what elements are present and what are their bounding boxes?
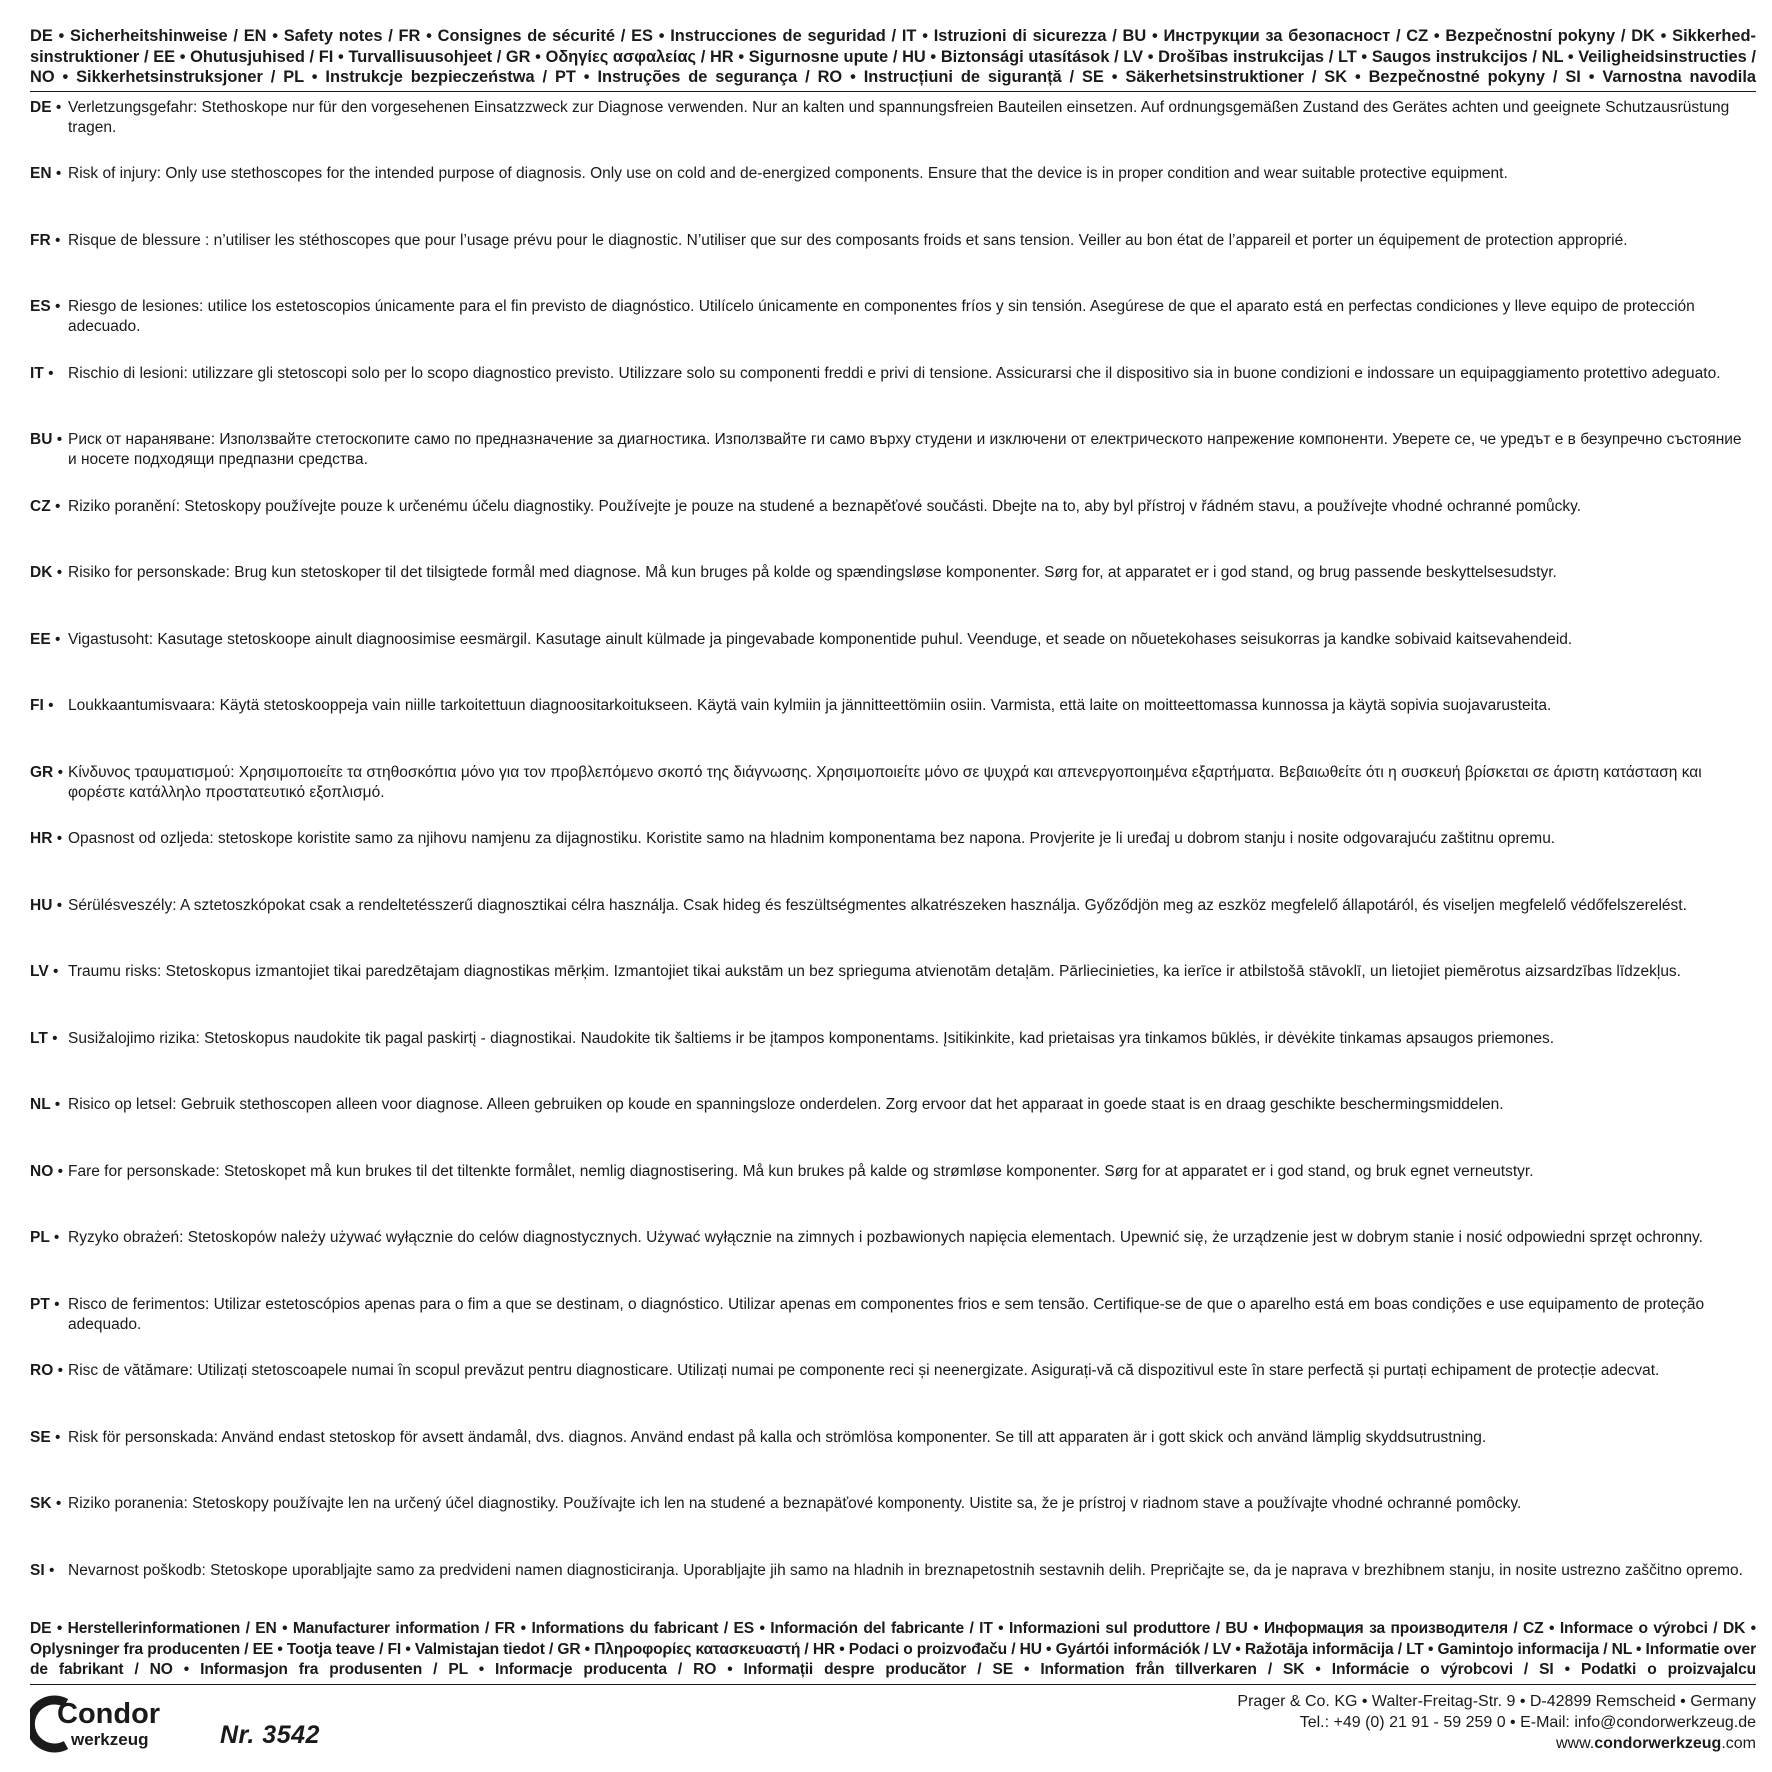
language-code: PL — [30, 1229, 50, 1246]
address-line: Prager & Co. KG • Walter-Freitag-Str. 9 • D-42899 Remscheid • Germany — [1237, 1692, 1756, 1710]
note-fi: FI • Loukkaantumisvaara: Käytä stetoskooppeja vain niille tarkoitettuun diagnoositarkoitukseen. Käytä vain kylmiin ja jännitteettömiin osiin. Varmista, että laite on moitteettomassa kunnossa ja käytä sopivia suojavarusteita. — [30, 696, 1756, 763]
note-text: Riesgo de lesiones: utilice los estetoscopios únicamente para el fin previsto de diagnóstico. Utilícelo únicamente en componentes fríos y sin tensión. Asegúrese de que el aparato está en perfectas condiciones y lleve equipo de protección adecuado. — [68, 298, 1695, 335]
note-text: Risque de blessure : n’utiliser les stéthoscopes que pour l’usage prévu pour le diagnostic. N’utiliser que sur des composants froids et sans tension. Veiller au bon état de l’appareil et porter un équipement de protection approprié. — [68, 231, 1628, 249]
language-code: DE — [30, 98, 52, 116]
language-code: HU — [30, 896, 53, 914]
footer — [30, 1691, 1756, 1771]
svg-text:werkzeug: werkzeug — [71, 1729, 149, 1749]
note-en: EN • Risk of injury: Only use stethoscopes for the intended purpose of diagnosis. Only use on cold and de-energized components. Ensure that the device is in proper condition and wear suitable protective equipment. — [30, 164, 1756, 231]
note-lv: LV • Traumu risks: Stetoskopus izmantojiet tikai paredzētajam diagnostikas mērķim. Izmantojiet tikai aukstām un bez sprieguma atvienotām detaļām. Pārliecinieties, ka ierīce ir atbilstošā stāvoklī, un lietojiet piemērotus aizsardzības līdzekļus. — [30, 962, 1756, 1029]
safety-notes-title: DE • Sicherheitshinweise / EN • Safety notes / FR • Consignes de sécurité / ES • Instrucciones de seguridad / IT • Istruzioni di sicurezza / BU • Инструкции за безопасност / CZ • Bezpečnostní pokyny / DK • Sikkerhedsinstruktioner / EE • Ohutusjuhised / FI • Turvallisuusohjeet / GR • Οδηγίες ασφαλείας / HR • Sigurnosne upute / HU • Biztonsági utasítások / LV • Drošības instrukcijas / LT • Saugos instrukcijos / NL • Veiligheidsinstructies / NO • Sikkerhetsinstruksjoner / PL • Instrukcje bezpieczeństwa / PT • Instruções de segurança / RO • Instrucțiuni de siguranță / SE • Säkerhetsinstruktioner / SK • Bezpečnostné pokyny / SI • Varnostna navodila — [30, 27, 1756, 86]
note-si: SI • Nevarnost poškodb: Stetoskope uporabljajte samo za predvideni namen diagnosticiranja. Uporabljajte jih samo na hladnih in breznapetostnih sestavnih delih. Prepričajte se, da je naprava v brezhibnem stanju, in nosite ustrezno zaščitno opremo. — [30, 1561, 1756, 1628]
note-fr: FR • Risque de blessure : n’utiliser les stéthoscopes que pour l’usage prévu pour le diagnostic. N’utiliser que sur des composants froids et sans tension. Veiller au bon état de l’appareil et porter un équipement de protection approprié. — [30, 231, 1756, 298]
note-se: SE • Risk för personskada: Använd endast stetoskop för avsett ändamål, dvs. diagnos. Använd endast på kalla och strömlösa komponenter. Se till att apparaten är i gott skick och använd lämplig skyddsutrustning. — [30, 1428, 1756, 1495]
note-nl: NL • Risico op letsel: Gebruik stethoscopen alleen voor diagnose. Alleen gebruiken op koude en spanningsloze onderdelen. Zorg ervoor dat het apparaat in goede staat is en draag geschikte beschermingsmiddelen. — [30, 1095, 1756, 1162]
language-code: HR — [30, 830, 53, 847]
note-text: Verletzungsgefahr: Stethoskope nur für den vorgesehenen Einsatzzweck zur Diagnose verwenden. Nur an kalten und spannungsfreien Bauteilen einsetzen. Auf ordnungsgemäßen Zustand des Gerätes achten und geeignete Schutzausrüstung tragen. — [68, 98, 1730, 136]
svg-text:Condor: Condor — [57, 1697, 161, 1730]
note-text: Susižalojimo rizika: Stetoskopus naudokite tik pagal paskirtį - diagnostikai. Naudokite tik šaltiems ir be įtampos komponentams. Įsitikinkite, kad prietaisas yra tinkamos būklės, ir dėvėkite tinkamas apsaugos priemones. — [68, 1029, 1555, 1047]
model-number: Nr. 3542 — [220, 1720, 320, 1749]
contact-line: Tel.: +49 (0) 21 91 - 59 259 0 • E-Mail: info@condorwerkzeug.de — [1299, 1713, 1756, 1731]
language-code: NO — [30, 1162, 54, 1180]
note-text: Риск от нараняване: Използвайте стетоскопите само по предназначение за диагностика. Използвайте ги само върху студени и изключени от електрическото напрежение компоненти. Уверете се, че уредът е в безупречно състояние и носете подходящи предпазни средства. — [68, 431, 1742, 468]
note-lt: LT • Susižalojimo rizika: Stetoskopus naudokite tik pagal paskirtį - diagnostikai. Naudokite tik šaltiems ir be įtampos komponentams. Įsitikinkite, kad prietaisas yra tinkamos būklės, ir dėvėkite tinkamas apsaugos priemones. — [30, 1029, 1756, 1096]
language-code: ES — [30, 298, 51, 315]
language-code: IT — [30, 364, 44, 382]
note-text: Κίνδυνος τραυματισμού: Χρησιμοποιείτε τα στηθοσκόπια μόνο για τον προβλεπόμενο σκοπό της διάγνωσης. Χρησιμοποιείτε μόνο σε ψυχρά και απενεργοποιημένα εξαρτήματα. Βεβαιωθείτε ότι η συσκευή βρίσκεται σε άριστη κατάσταση και φορέστε κατάλληλο προστατευτικό εξοπλισμό. — [68, 763, 1702, 801]
note-hu: HU • Sérülésveszély: A sztetoszkópokat csak a rendeltetésszerű diagnosztikai célra használja. Csak hideg és feszültségmentes alkatrészeken használja. Győződjön meg az eszköz megfelelő állapotáról, és viseljen megfelelő védőfelszerelést. — [30, 896, 1756, 963]
language-code: SE — [30, 1428, 51, 1446]
footer-divider — [30, 1684, 1756, 1685]
language-code: LT — [30, 1029, 48, 1047]
note-text: Risiko for personskade: Brug kun stetoskoper til det tilsigtede formål med diagnose. Må kun bruges på kolde og spændingsløse komponenter. Sørg for, at apparatet er i god stand, og brug passende beskyttelsesudstyr. — [68, 564, 1557, 581]
language-code: RO — [30, 1362, 54, 1379]
language-code: SK — [30, 1495, 52, 1512]
note-text: Traumu risks: Stetoskopus izmantojiet tikai paredzētajam diagnostikas mērķim. Izmantojiet tikai aukstām un bez sprieguma atvienotām detaļām. Pārliecinieties, ka ierīce ir atbilstošā stāvoklī, un lietojiet piemērotus aizsardzības līdzekļus. — [68, 963, 1681, 980]
note-hr: HR • Opasnost od ozljeda: stetoskope koristite samo za njihovu namjenu za dijagnostiku. Koristite samo na hladnim komponentama bez napona. Provjerite je li uređaj u dobrom stanju i nosite odgovarajuću zaštitnu opremu. — [30, 829, 1756, 896]
language-code: LV — [30, 963, 49, 980]
language-code: FI — [30, 697, 44, 714]
note-cz: CZ • Riziko poranění: Stetoskopy používejte pouze k určenému účelu diagnostiky. Používejte je pouze na studené a beznapěťové součásti. Dbejte na to, aby byl přístroj v řádném stavu, a používejte vhodné ochranné pomůcky. — [30, 497, 1756, 564]
note-es: ES • Riesgo de lesiones: utilice los estetoscopios únicamente para el fin previsto de diagnóstico. Utilícelo únicamente en componentes fríos y sin tensión. Asegúrese de que el aparato está en perfectas condiciones y lleve equipo de protección adecuado. — [30, 297, 1756, 364]
note-text: Riziko poranění: Stetoskopy používejte pouze k určenému účelu diagnostiky. Používejte je pouze na studené a beznapěťové součásti. Dbejte na to, aby byl přístroj v řádném stavu, a používejte vhodné ochranné pomůcky. — [68, 497, 1582, 515]
language-code: FR — [30, 231, 51, 249]
note-bu: BU • Риск от нараняване: Използвайте стетоскопите само по предназначение за диагностика. Използвайте ги само върху студени и изключени от електрическото напрежение компоненти. Уверете се, че уредът е в безупречно състояние и носете подходящи предпазни средства. — [30, 430, 1756, 497]
note-text: Nevarnost poškodb: Stetoskope uporabljajte samo za predvideni namen diagnosticiranja. Uporabljajte jih samo na hladnih in breznapetostnih sestavnih delih. Prepričajte se, da je naprava v brezhibnem stanju, in nosite ustrezno zaščitno opremo. — [68, 1561, 1743, 1579]
note-pt: PT • Risco de ferimentos: Utilizar estetoscópios apenas para o fim a que se destinam, o diagnóstico. Utilizar apenas em componentes frios e sem tensão. Certifique-se de que o aparelho está em boas condições e use equipamento de proteção adequado. — [30, 1295, 1756, 1362]
note-text: Riziko poranenia: Stetoskopy používajte len na určený účel diagnostiky. Používajte ich len na studené a beznapäťové komponenty. Uistite sa, že je prístroj v riadnom stave a používajte vhodné ochranné pomôcky. — [68, 1495, 1522, 1512]
language-code: EN — [30, 165, 52, 182]
condor-logo — [30, 1693, 195, 1753]
safety-sheet — [30, 26, 1756, 1756]
note-pl: PL • Ryzyko obrażeń: Stetoskopów należy używać wyłącznie do celów diagnostycznych. Używać wyłącznie na zimnych i pozbawionych napięcia elementach. Upewnić się, że urządzenie jest w dobrym stanie i nosić odpowiedni sprzęt ochronny. — [30, 1228, 1756, 1295]
language-code: CZ — [30, 497, 51, 515]
note-text: Risco de ferimentos: Utilizar estetoscópios apenas para o fim a que se destinam, o diagnóstico. Utilizar apenas em componentes frios e sem tensão. Certifique-se de que o aparelho está em boas condições e use equipamento de proteção adequado. — [68, 1295, 1705, 1333]
note-text: Risk för personskada: Använd endast stetoskop för avsett ändamål, dvs. diagnos. Använd endast på kalla och strömlösa komponenter. Se till att apparaten är i gott skick och använd lämplig skyddsutrustning. — [68, 1428, 1487, 1446]
note-text: Fare for personskade: Stetoskopet må kun brukes til det tiltenkte formålet, nemlig diagnostisering. Må kun brukes på kalde og strømløse komponenter. Sørg for at apparatet er i god stand, og bruk egnet verneutstyr. — [68, 1162, 1534, 1180]
note-it: IT • Rischio di lesioni: utilizzare gli stetoscopi solo per lo scopo diagnostico previsto. Utilizzare solo su componenti freddi e privi di tensione. Assicurarsi che il dispositivo sia in buone condizioni e indossare un equipaggiamento protettivo adeguato. — [30, 364, 1756, 431]
language-code: BU — [30, 431, 53, 448]
language-code: SI — [30, 1561, 45, 1579]
note-text: Risico op letsel: Gebruik stethoscopen alleen voor diagnose. Alleen gebruiken op koude en spanningsloze onderdelen. Zorg ervoor dat het apparaat in goede staat is en draag geschikte beschermingsmiddelen. — [68, 1096, 1504, 1113]
note-text: Opasnost od ozljeda: stetoskope koristite samo za njihovu namjenu za dijagnostiku. Koristite samo na hladnim komponentama bez napona. Provjerite je li uređaj u dobrom stanju i nosite odgovarajuću zaštitnu opremu. — [68, 830, 1556, 847]
header-divider — [30, 91, 1756, 92]
note-gr: GR • Κίνδυνος τραυματισμού: Χρησιμοποιείτε τα στηθοσκόπια μόνο για τον προβλεπόμενο σκοπό της διάγνωσης. Χρησιμοποιείτε μόνο σε ψυχρά και απενεργοποιημένα εξαρτήματα. Βεβαιωθείτε ότι η συσκευή βρίσκεται σε άριστη κατάσταση και φορέστε κατάλληλο προστατευτικό εξοπλισμό. — [30, 763, 1756, 830]
note-no: NO • Fare for personskade: Stetoskopet må kun brukes til det tiltenkte formålet, nemlig diagnostisering. Må kun brukes på kalde og strømløse komponenter. Sørg for at apparatet er i god stand, og bruk egnet verneutstyr. — [30, 1162, 1756, 1229]
language-code: GR — [30, 763, 54, 781]
note-sk: SK • Riziko poranenia: Stetoskopy používajte len na určený účel diagnostiky. Používajte ich len na studené a beznapäťové komponenty. Uistite sa, že je prístroj v riadnom stave a používajte vhodné ochranné pomôcky. — [30, 1494, 1756, 1561]
note-text: Risc de vătămare: Utilizați stetoscoapele numai în scopul prevăzut pentru diagnosticare. Utilizați numai pe componente reci și neenergizate. Asigurați-vă că dispozitivul este în stare perfectă și purtați echipament de protecție adecvat. — [68, 1362, 1660, 1379]
note-text: Sérülésveszély: A sztetoszkópokat csak a rendeltetésszerű diagnosztikai célra használja. Csak hideg és feszültségmentes alkatrészeken használja. Győződjön meg az eszköz megfelelő állapotáról, és viseljen megfelelő védőfelszerelést. — [68, 896, 1687, 914]
note-text: Rischio di lesioni: utilizzare gli stetoscopi solo per lo scopo diagnostico previsto. Utilizzare solo su componenti freddi e privi di tensione. Assicurarsi che il dispositivo sia in buone condizioni e indossare un equipaggiamento protettivo adeguato. — [68, 364, 1721, 382]
language-code: DK — [30, 564, 53, 581]
manufacturer-address — [1237, 1691, 1756, 1754]
note-ro: RO • Risc de vătămare: Utilizați stetoscoapele numai în scopul prevăzut pentru diagnosticare. Utilizați numai pe componente reci și neenergizate. Asigurați-vă că dispozitivul este în stare perfectă și purtați echipament de protecție adecvat. — [30, 1361, 1756, 1428]
language-code: PT — [30, 1295, 50, 1313]
language-code: NL — [30, 1096, 51, 1113]
note-de: DE • Verletzungsgefahr: Stethoskope nur für den vorgesehenen Einsatzzweck zur Diagnose verwenden. Nur an kalten und spannungsfreien Bauteilen einsetzen. Auf ordnungsgemäßen Zustand des Gerätes achten und geeignete Schutzausrüstung tragen. — [30, 98, 1756, 165]
note-text: Loukkaantumisvaara: Käytä stetoskooppeja vain niille tarkoitettuun diagnoositarkoitukseen. Käytä vain kylmiin ja jännitteettömiin osiin. Varmista, että laite on moitteettomassa kunnossa ja käytä sopivia suojavarusteita. — [68, 697, 1552, 714]
note-text: Risk of injury: Only use stethoscopes for the intended purpose of diagnosis. Only use on cold and de-energized components. Ensure that the device is in proper condition and wear suitable protective equipment. — [68, 165, 1508, 182]
website[interactable]: www.condorwerkzeug.com — [1555, 1734, 1756, 1752]
note-text: Vigastusoht: Kasutage stetoskoope ainult diagnoosimise eesmärgil. Kasutage ainult külmade ja pingevabade komponentide puhul. Veenduge, et seade on nõuetekohases seisukorras ja kandke sobivaid kaitsevahendeid. — [68, 630, 1573, 648]
note-text: Ryzyko obrażeń: Stetoskopów należy używać wyłącznie do celów diagnostycznych. Używać wyłącznie na zimnych i pozbawionych napięcia elementach. Upewnić się, że urządzenie jest w dobrym stanie i nosić odpowiedni sprzęt ochronny. — [68, 1229, 1703, 1246]
language-code: EE — [30, 630, 51, 648]
note-dk: DK • Risiko for personskade: Brug kun stetoskoper til det tilsigtede formål med diagnose. Må kun bruges på kolde og spændingsløse komponenter. Sørg for, at apparatet er i god stand, og brug passende beskyttelsesudstyr. — [30, 563, 1756, 630]
note-ee: EE • Vigastusoht: Kasutage stetoskoope ainult diagnoosimise eesmärgil. Kasutage ainult külmade ja pingevabade komponentide puhul. Veenduge, et seade on nõuetekohases seisukorras ja kandke sobivaid kaitsevahendeid. — [30, 630, 1756, 697]
safety-notes-list — [30, 98, 1756, 1628]
manufacturer-info-title: DE • Herstellerinformationen / EN • Manufacturer information / FR • Informations du fabricant / ES • Información del fabricante / IT • Informazioni sul produttore / BU • Информация за производителя / CZ • Informace o výrobci / DK • Oplysninger fra producenten / EE • Tootja teave / FI • Valmistajan tiedot / GR • Πληροφορίες κατασκευαστή / HR • Podaci o proizvođaču / HU • Gyártói információk / LV • Ražotāja informācija / LT • Gamintojo informacija / NL • Informatie over de fabrikant / NO • Informasjon fra produsenten / PL • Informacje producenta / RO • Informații despre producător / SE • Information från tillverkaren / SK • Informácie o výrobcovi / SI • Podatki o proizvajalcu — [30, 1620, 1756, 1678]
